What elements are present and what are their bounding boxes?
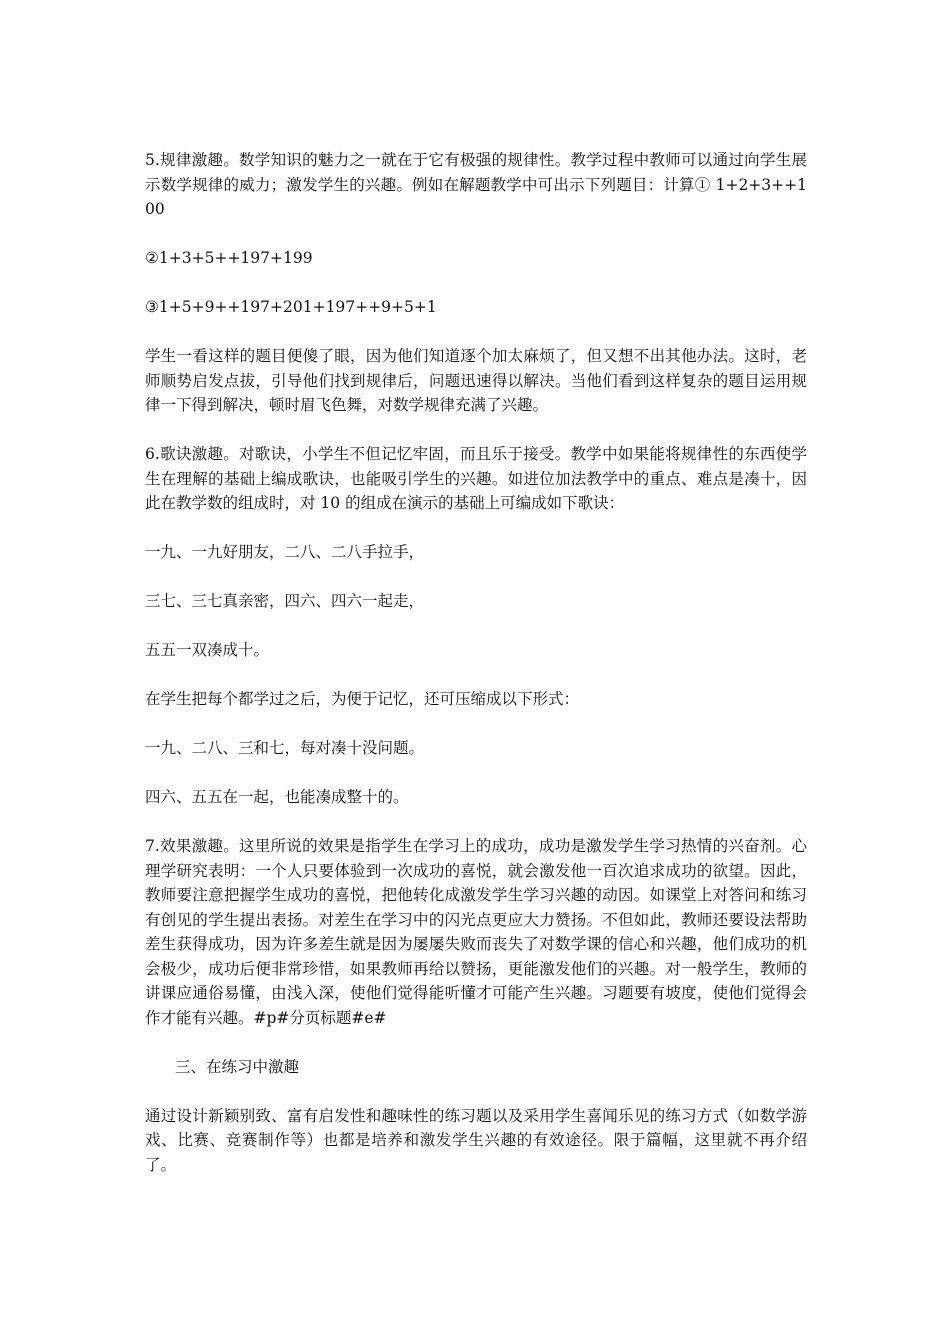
paragraph-formula-3: ③1+5+9++197+201+197++9+5+1 (145, 298, 437, 316)
paragraph-compressed-intro: 在学生把每个都学过之后，为便于记忆，还可压缩成以下形式： (145, 690, 580, 708)
paragraph-rule-interest: 5.规律激趣。数学知识的魅力之一就在于它有极强的规律性。教学过程中教师可以通过向学生展示数学规律的威力；激发学生的兴趣。例如在解题教学中可出示下列题目：计算① 1+2+3++100 (145, 151, 807, 218)
paragraph-effect-interest: 7.效果激趣。这里所说的效果是指学生在学习上的成功，成功是激发学生学习热情的兴奋剂。心理学研究表明：一个人只要体验到一次成功的喜悦，就会激发他一百次追求成功的欲望。因此，教师要注意把握学生成功的喜悦，把他转化成激发学生学习兴趣的动因。如课堂上对答问和练习有创见的学生提出表扬。对差生在学习中的闪光点更应大力赞扬。不但如此，教师还要设法帮助差生获得成功，因为许多差生就是因为屡屡失败而丧失了对数学课的信心和兴趣，他们成功的机会极少，成功后便非常珍惜，如果教师再给以赞扬，更能激发他们的兴趣。对一般学生，教师的讲课应通俗易懂，由浅入深，使他们觉得能听懂才可能产生兴趣。习题要有坡度，使他们觉得会作才能有兴趣。#p#分页标题#e# (145, 837, 807, 1027)
compressed-line-1: 一九、二八、三和七，每对凑十没问题。 (145, 739, 425, 757)
rhyme-line-2: 三七、三七真亲密，四六、四六一起走， (145, 592, 425, 610)
paragraph-practice: 通过设计新颖别致、富有启发性和趣味性的练习题以及采用学生喜闻乐见的练习方式（如数学游戏、比赛、竞赛制作等）也都是培养和激发学生兴趣的有效途径。限于篇幅，这里就不再介绍了。 (145, 1106, 807, 1174)
paragraph-student-reaction: 学生一看这样的题目便傻了眼，因为他们知道逐个加太麻烦了，但又想不出其他办法。这时，老师顺势启发点拔，引导他们找到规律后，问题迅速得以解决。当他们看到这样复杂的题目运用规律一下得到解决，顿时眉飞色舞，对数学规律充满了兴趣。 (145, 347, 807, 414)
document-body (145, 148, 807, 1202)
rhyme-line-1: 一九、一九好朋友，二八、二八手拉手， (145, 543, 425, 561)
rhyme-line-3: 五五一双凑成十。 (145, 641, 270, 659)
paragraph-formula-2: ②1+3+5++197+199 (145, 249, 313, 267)
compressed-line-2: 四六、五五在一起，也能凑成整十的。 (145, 788, 409, 806)
paragraph-rhyme-interest: 6.歌诀激趣。对歌诀，小学生不但记忆牢固，而且乐于接受。教学中如果能将规律性的东西使学生在理解的基础上编成歌诀，也能吸引学生的兴趣。如进位加法教学中的重点、难点是凑十，因此在教学数的组成时，对 10 的组成在演示的基础上可编成如下歌诀： (145, 445, 807, 512)
section-heading-practice: 三、在练习中激趣 (175, 1057, 300, 1076)
